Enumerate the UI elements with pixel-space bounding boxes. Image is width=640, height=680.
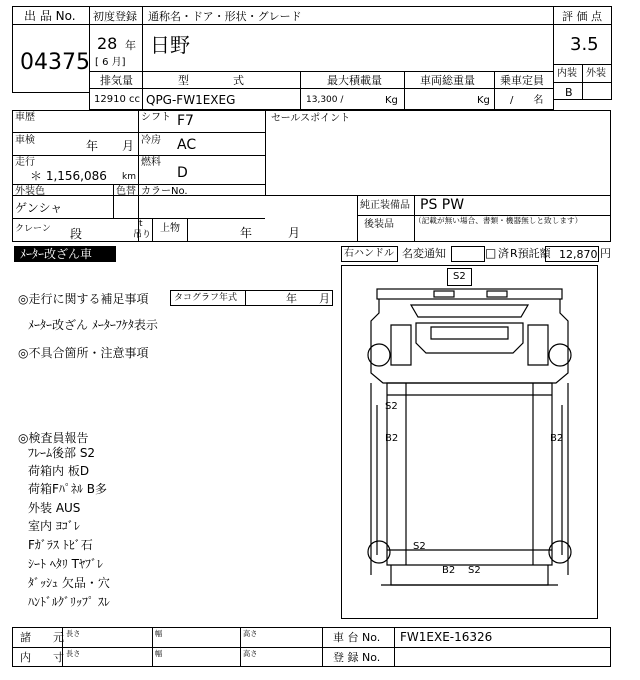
ac-label: 冷房	[141, 135, 161, 146]
driving-title: ◎走行に関する補足事項	[18, 292, 149, 306]
report-line: 外装 AUS	[28, 501, 81, 515]
report-line: ﾀﾞｯｼｭ 欠品・穴	[28, 576, 110, 590]
reg-month: [ 6 月]	[95, 57, 126, 68]
reg-year: 28	[97, 34, 118, 53]
name-label: 通称名・ドア・形状・グレード	[148, 10, 302, 23]
crane-steps: 段	[70, 227, 83, 241]
shift-value: F7	[177, 113, 194, 129]
inner-dims-label: 内 寸	[20, 651, 64, 664]
reg-label: 初度登録	[93, 10, 137, 23]
inspection-label: 車検	[15, 135, 35, 146]
upper-label: 上物	[160, 223, 180, 234]
report-line: Fｶﾞﾗｽ ﾄﾋﾞ石	[28, 538, 93, 552]
gvw-label: 車両総重量	[420, 74, 475, 87]
report-line: 荷箱Fﾊﾟﾈﾙ B多	[28, 482, 107, 496]
shift-label: シフト	[141, 112, 171, 123]
aftermarket-label: 後装品	[364, 219, 394, 230]
max-load-label: 最大積載量	[327, 74, 382, 87]
length-label: 長さ	[66, 650, 81, 659]
damage-mark: B2	[550, 433, 564, 444]
overall-grade: 3.5	[570, 34, 599, 55]
color-label: 外装色	[15, 186, 45, 197]
model-value: QPG-FW1EXEG	[146, 93, 236, 107]
fuel-value: D	[177, 165, 188, 181]
right-hand-label: 右ハンドル	[344, 248, 394, 259]
crane-label: クレーン	[15, 224, 51, 234]
reg-no-label: 登 録 No.	[333, 651, 381, 664]
length-label: 長さ	[66, 630, 81, 639]
ac-value: AC	[177, 137, 197, 153]
report-line: ﾌﾚｰﾑ後部 S2	[28, 446, 96, 460]
report-line: 荷箱内 板D	[28, 464, 90, 478]
checkbox: □	[485, 246, 497, 260]
width-label: 幅	[155, 650, 163, 659]
height-label: 高さ	[243, 650, 258, 659]
max-load-value: 13,300 /	[306, 95, 344, 105]
interior-grade: B	[565, 86, 573, 99]
lot-label: 出 品 No.	[24, 9, 76, 23]
color-swap-label: 色替	[116, 186, 136, 197]
chassis-value: FW1EXE-16326	[400, 630, 493, 644]
report-line: 室内 ﾖｺﾞﾚ	[28, 519, 80, 533]
displacement-label: 排気量	[100, 74, 133, 87]
meter-tamper-label: ﾒｰﾀｰ改ざん車	[20, 247, 93, 261]
dims-label: 諸 元	[20, 631, 64, 644]
sales-point-label: セールスポイント	[271, 113, 351, 124]
mileage-value: ＊ 1,156,086	[30, 169, 107, 183]
gvw-unit: Kg	[477, 95, 490, 106]
recycle-label: 済	[498, 247, 509, 260]
capacity-value: / 名	[510, 95, 544, 106]
crane-hanging: 吊り	[133, 230, 152, 240]
recycle-fee-value: 12,870	[559, 248, 598, 261]
grade-label: 評 価 点	[562, 10, 602, 23]
inspector-title: ◎検査員報告	[18, 431, 89, 445]
fuel-label: 燃料	[141, 157, 161, 168]
defect-title: ◎不具合箇所・注意事項	[18, 346, 149, 360]
tacho-label: タコグラフ年式	[174, 293, 238, 303]
model-label: 型 式	[178, 74, 244, 87]
height-label: 高さ	[243, 630, 258, 639]
reg-year-unit: 年	[125, 39, 136, 52]
mileage-label: 走行	[15, 157, 35, 168]
report-line: ｼｰﾄ ﾍﾀﾘ Tﾔﾌﾞﾚ	[28, 557, 103, 571]
driving-note: ﾒｰﾀｰ改ざん ﾒｰﾀｰﾌｹﾀ表示	[28, 318, 158, 332]
interior-label: 内装	[557, 68, 577, 79]
damage-mark: S2	[468, 565, 481, 576]
tacho-date: 年 月	[286, 292, 330, 305]
equipment-value: PS PW	[420, 197, 465, 213]
damage-mark: B2	[442, 565, 456, 576]
lot-number: 04375	[20, 50, 90, 75]
history-label: 車歴	[15, 112, 35, 123]
width-label: 幅	[155, 630, 163, 639]
name-change-box	[451, 246, 485, 262]
name-change-label: 名変通知	[402, 247, 446, 260]
yen-unit: 円	[600, 247, 611, 260]
report-line: ﾊﾝﾄﾞﾙｸﾞﾘｯﾌﾟ ｽﾚ	[28, 595, 110, 609]
damage-mark: S2	[453, 271, 466, 282]
recycle-fee-label: R預託額	[510, 247, 551, 260]
damage-mark: S2	[385, 401, 398, 412]
equipment-label: 純正装備品	[360, 200, 410, 211]
max-load-unit: Kg	[385, 95, 398, 106]
color-no-label: カラーNo.	[141, 186, 188, 197]
crane-t: t	[139, 219, 143, 229]
chassis-label: 車 台 No.	[333, 631, 381, 644]
displacement-value: 12910 cc	[94, 94, 140, 105]
inspection-value: 年 月	[86, 139, 135, 153]
aftermarket-note: （記載が無い場合、書類・機器無しと致します）	[414, 217, 583, 226]
capacity-label: 乗車定員	[500, 74, 544, 87]
mileage-unit: km	[122, 172, 136, 182]
damage-mark: B2	[385, 433, 399, 444]
car-name: 日野	[150, 33, 190, 57]
damage-mark: S2	[413, 541, 426, 552]
color-value: ゲンシャ	[15, 201, 63, 215]
exterior-label: 外装	[586, 68, 606, 79]
upper-date: 年 月	[240, 226, 301, 240]
